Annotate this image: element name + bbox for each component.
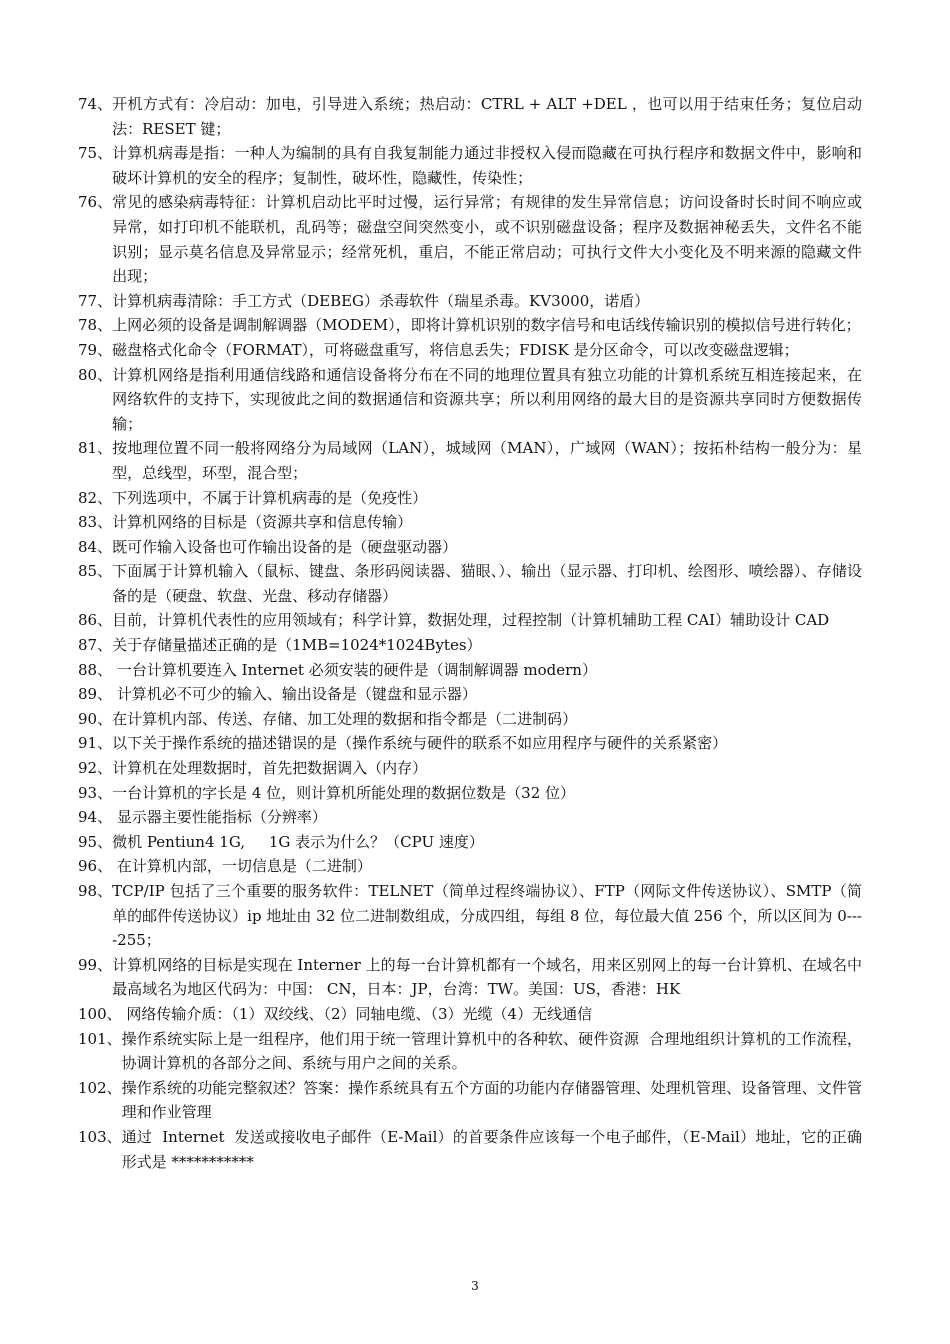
item-text: 常见的感染病毒特征：计算机启动比平时过慢，运行异常；有规律的发生异常信息；访问设备时长时间不响应或异常，如打印机不能联机，乱码等；磁盘空间突然变小，或不识别磁盘设备；程序及数据神秘丢失，文件名不能识别；显示莫名信息及异常显示；经常死机，重启，不能正常启动；可执行文件大小变化及不明来源的隐藏文件出现； [112,193,862,286]
item-text: 计算机网络的目标是实现在 Interner 上的每一台计算机都有一个域名，用来区别网上的每一台计算机、在域名中最高域名为地区代码为：中国： CN，日本：JP，台湾：TW。美国：US，香港：HK [112,955,862,999]
item-number: 82、 [78,488,113,507]
list-item [78,805,862,830]
item-number: 99、 [78,955,113,974]
list-item [78,781,862,806]
item-text: 开机方式有：冷启动：加电，引导进入系统；热启动：CTRL + ALT +DEL ，也可以用于结束任务；复位启动法：RESET 键； [112,95,862,138]
item-text: 下列选项中，不属于计算机病毒的是（免疫性） [112,488,428,507]
item-number: 101、 [78,1029,122,1048]
page-number: 3 [471,1279,479,1293]
item-text: 既可作输入设备也可作输出设备的是（硬盘驱动器） [112,537,458,556]
item-text: 一台计算机的字长是 4 位，则计算机所能处理的数据位数是（32 位） [112,783,576,802]
item-number: 102、 [78,1078,122,1097]
item-text: 网络传输介质：（1）双绞线、（2）同轴电缆、（3）光缆（4）无线通信 [121,1004,593,1023]
list-item [78,141,862,190]
list-item [78,1076,862,1125]
item-number: 77、 [78,291,113,310]
item-text: 目前，计算机代表性的应用领域有；科学计算，数据处理，过程控制（计算机辅助工程 CAI）辅助设计 CAD [112,611,830,630]
item-text: 计算机病毒清除：手工方式（DEBEG）杀毒软件（瑞星杀毒。KV3000，诺盾） [112,291,650,310]
list-item [78,559,862,608]
item-number: 79、 [78,340,113,359]
list-item [78,436,862,485]
question-list [78,92,862,1174]
item-text: 计算机必不可少的输入、输出设备是（键盘和显示器） [112,685,477,704]
item-number: 88、 [78,660,113,679]
list-item [78,510,862,535]
item-text: 微机 Pentiun4 1G, 1G 表示为什么？（CPU 速度） [112,832,484,851]
item-text: 在计算机内部，一切信息是（二进制） [112,857,372,876]
item-number: 98、 [78,882,113,900]
list-item [78,830,862,855]
list-item [78,190,862,288]
item-number: 89、 [78,685,113,704]
item-text: 一台计算机要连入 Internet 必须安装的硬件是（调制解调器 modern） [112,660,597,679]
item-number: 80、 [78,365,113,384]
item-number: 96、 [78,857,113,876]
item-text: 计算机在处理数据时，首先把数据调入（内存） [112,759,428,778]
item-number: 85、 [78,562,113,581]
item-text: 通过 Internet 发送或接收电子邮件（E-Mail）的首要条件应该每一个电子邮件，（E-Mail）地址，它的正确形式是 *********** [121,1127,862,1171]
item-number: 93、 [78,783,113,802]
list-item [78,658,862,683]
list-item [78,879,862,953]
item-text: 显示器主要性能指标（分辨率） [112,808,327,827]
list-item [78,953,862,1002]
item-number: 87、 [78,636,113,655]
list-item [78,289,862,314]
item-number: 75、 [78,144,113,163]
list-item [78,707,862,732]
item-number: 100、 [78,1004,122,1023]
list-item [78,731,862,756]
item-text: 上网必须的设备是调制解调器（MODEM），即将计算机识别的数字信号和电话线传输识别的模拟信号进行转化； [112,316,861,335]
item-text: 以下关于操作系统的描述错误的是（操作系统与硬件的联系不如应用程序与硬件的关系紧密） [112,734,728,753]
item-number: 78、 [78,316,113,335]
list-item [78,1027,862,1076]
list-item [78,633,862,658]
item-text: 按地理位置不同一般将网络分为局域网（LAN），城域网（MAN），广域网（WAN）；按拓朴结构一般分为：星型，总线型，环型，混合型； [112,439,862,482]
list-item [78,854,862,879]
item-text: 计算机网络的目标是（资源共享和信息传输） [112,513,413,532]
item-number: 86、 [78,611,113,630]
list-item [78,313,862,338]
list-item [78,1125,862,1174]
list-item [78,338,862,363]
list-item [78,486,862,511]
item-text: 计算机网络是指利用通信线路和通信设备将分布在不同的地理位置具有独立功能的计算机系统互相连接起来，在网络软件的支持下，实现彼此之间的数据通信和资源共享；所以利用网络的最大目的是资源共享同时方便数据传输； [112,365,862,433]
item-number: 90、 [78,709,113,728]
item-number: 103、 [78,1127,122,1146]
item-number: 92、 [78,759,113,778]
item-text: 磁盘格式化命令（FORMAT），可将磁盘重写，将信息丢失；FDISK 是分区命令，可以改变磁盘逻辑； [112,340,799,359]
list-item [78,535,862,560]
list-item [78,608,862,633]
item-number: 91、 [78,734,113,753]
item-number: 74、 [78,95,113,113]
list-item [78,756,862,781]
item-text: 操作系统的功能完整叙述？答案：操作系统具有五个方面的功能内存储器管理、处理机管理、设备管理、文件管理和作业管理 [121,1078,862,1122]
item-number: 76、 [78,193,113,212]
item-text: TCP/IP 包括了三个重要的服务软件：TELNET（简单过程终端协议）、FTP（网际文件传送协议）、SMTP（简单的邮件传送协议）ip 地址由 32 位二进制数组成，分成四组，每组 8 位，每位最大值 256 个，所以区间为 0----255； [112,882,862,950]
item-text: 下面属于计算机输入（鼠标、键盘、条形码阅读器、猫眼、）、输出（显示器、打印机、绘图形、喷绘器）、存储设备的是（硬盘、软盘、光盘、移动存储器） [112,562,862,605]
list-item [78,363,862,437]
item-number: 81、 [78,439,113,458]
item-number: 84、 [78,537,113,556]
item-number: 95、 [78,832,113,851]
item-text: 操作系统实际上是一组程序，他们用于统一管理计算机中的各种软、硬件资源 合理地组织计算机的工作流程，协调计算机的各部分之间、系统与用户之间的关系。 [121,1029,862,1073]
list-item [78,682,862,707]
item-number: 94、 [78,808,113,827]
item-text: 关于存储量描述正确的是（1MB=1024*1024Bytes） [112,636,482,655]
item-text: 计算机病毒是指：一种人为编制的具有自我复制能力通过非授权入侵而隐藏在可执行程序和数据文件中，影响和破坏计算机的安全的程序；复制性，破坏性，隐藏性，传染性； [112,144,862,187]
item-number: 83、 [78,513,113,532]
list-item [78,1002,862,1027]
item-text: 在计算机内部、传送、存储、加工处理的数据和指令都是（二进制码） [112,709,578,728]
list-item [78,92,862,141]
